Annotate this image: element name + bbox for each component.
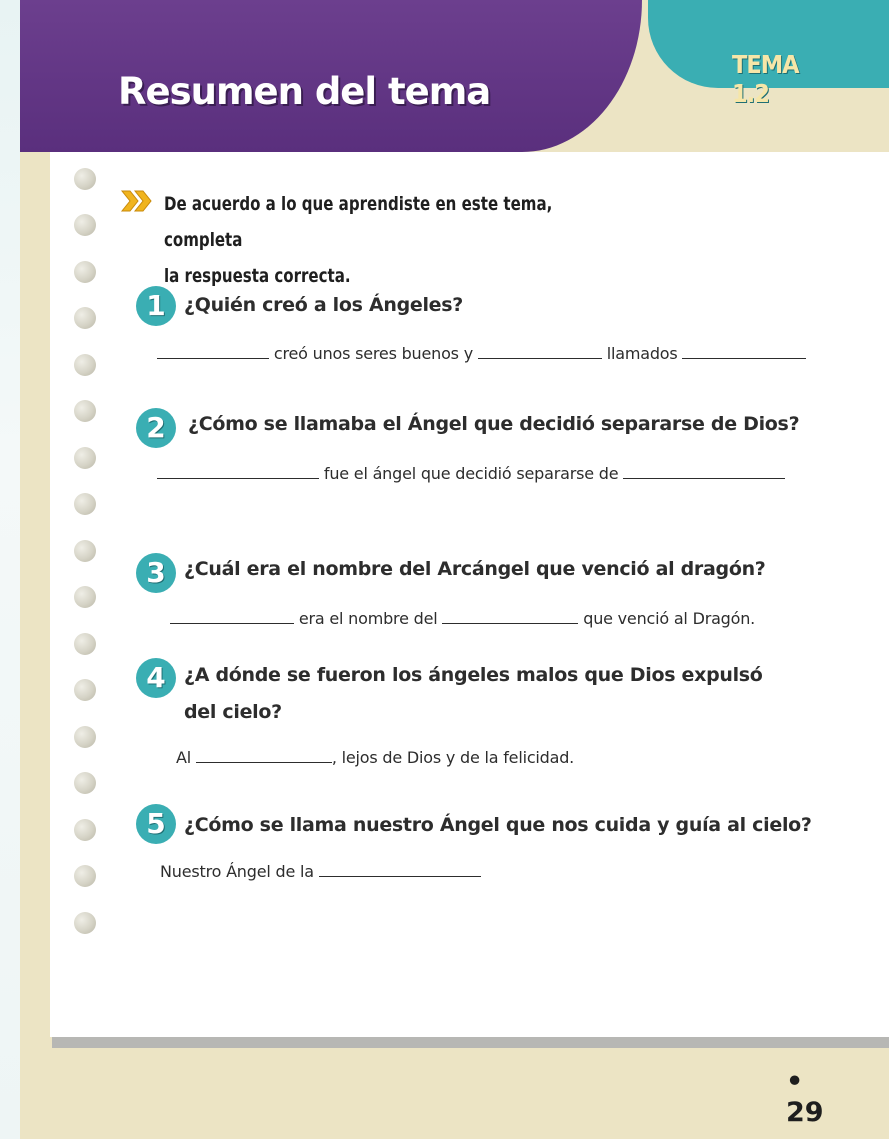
answer-blank[interactable]	[442, 608, 578, 624]
hole	[74, 214, 96, 236]
notebook-holes	[74, 168, 100, 948]
hole	[74, 400, 96, 422]
answer-blank[interactable]	[157, 343, 269, 359]
answer-blank[interactable]	[170, 608, 294, 624]
question-3-text: ¿Cuál era el nombre del Arcángel que venció al dragón?	[184, 558, 766, 580]
question-2-answer-line	[157, 463, 785, 483]
double-chevron-icon	[120, 188, 156, 214]
question-number-badge: 5	[136, 804, 176, 844]
hole	[74, 307, 96, 329]
hole	[74, 493, 96, 515]
hole	[74, 819, 96, 841]
tema-label: TEMA 1.2	[732, 50, 799, 108]
answer-text: creó unos seres buenos y	[273, 344, 473, 363]
answer-blank[interactable]	[478, 343, 602, 359]
hole	[74, 633, 96, 655]
hole	[74, 447, 96, 469]
question-4-line-1: ¿A dónde se fueron los ángeles malos que Dios expulsó	[184, 664, 763, 686]
question-3-answer-line	[170, 608, 755, 628]
hole	[74, 586, 96, 608]
answer-text: , lejos de Dios y de la felicidad.	[331, 748, 575, 767]
page-title: Resumen del tema	[118, 70, 491, 113]
question-number-badge: 1	[136, 286, 176, 326]
question-number-badge: 3	[136, 553, 176, 593]
instruction-line-2: la respuesta correcta.	[164, 265, 351, 287]
question-5-answer-line	[160, 861, 481, 881]
answer-text: que venció al Dragón.	[583, 609, 756, 628]
question-number-badge: 2	[136, 408, 176, 448]
question-4-text	[184, 657, 804, 731]
hole	[74, 540, 96, 562]
answer-blank[interactable]	[623, 463, 785, 479]
question-5-text: ¿Cómo se llama nuestro Ángel que nos cuida y guía al cielo?	[184, 814, 812, 836]
answer-text: fue el ángel que decidió separarse de	[323, 464, 619, 483]
hole	[74, 261, 96, 283]
instruction-line-1: De acuerdo a lo que aprendiste en este tema, completa	[164, 193, 553, 251]
page-number: • 29	[786, 1066, 824, 1128]
answer-text: llamados	[606, 344, 678, 363]
question-1-answer-line	[157, 343, 806, 363]
answer-text: era el nombre del	[298, 609, 438, 628]
hole	[74, 912, 96, 934]
answer-blank[interactable]	[196, 747, 332, 763]
hole	[74, 726, 96, 748]
left-edge-strip	[0, 0, 20, 1139]
question-4-answer-line	[176, 747, 574, 767]
hole	[74, 168, 96, 190]
question-1-text: ¿Quién creó a los Ángeles?	[184, 294, 464, 316]
instruction-text	[164, 186, 578, 294]
hole	[74, 865, 96, 887]
answer-blank[interactable]	[319, 861, 481, 877]
hole	[74, 772, 96, 794]
answer-blank[interactable]	[157, 463, 319, 479]
hole	[74, 679, 96, 701]
hole	[74, 354, 96, 376]
answer-text: Nuestro Ángel de la	[160, 862, 314, 881]
question-2-text: ¿Cómo se llamaba el Ángel que decidió separarse de Dios?	[188, 413, 800, 435]
question-4-line-2: del cielo?	[184, 701, 282, 723]
answer-text: Al	[176, 748, 191, 767]
question-number-badge: 4	[136, 658, 176, 698]
answer-blank[interactable]	[682, 343, 806, 359]
